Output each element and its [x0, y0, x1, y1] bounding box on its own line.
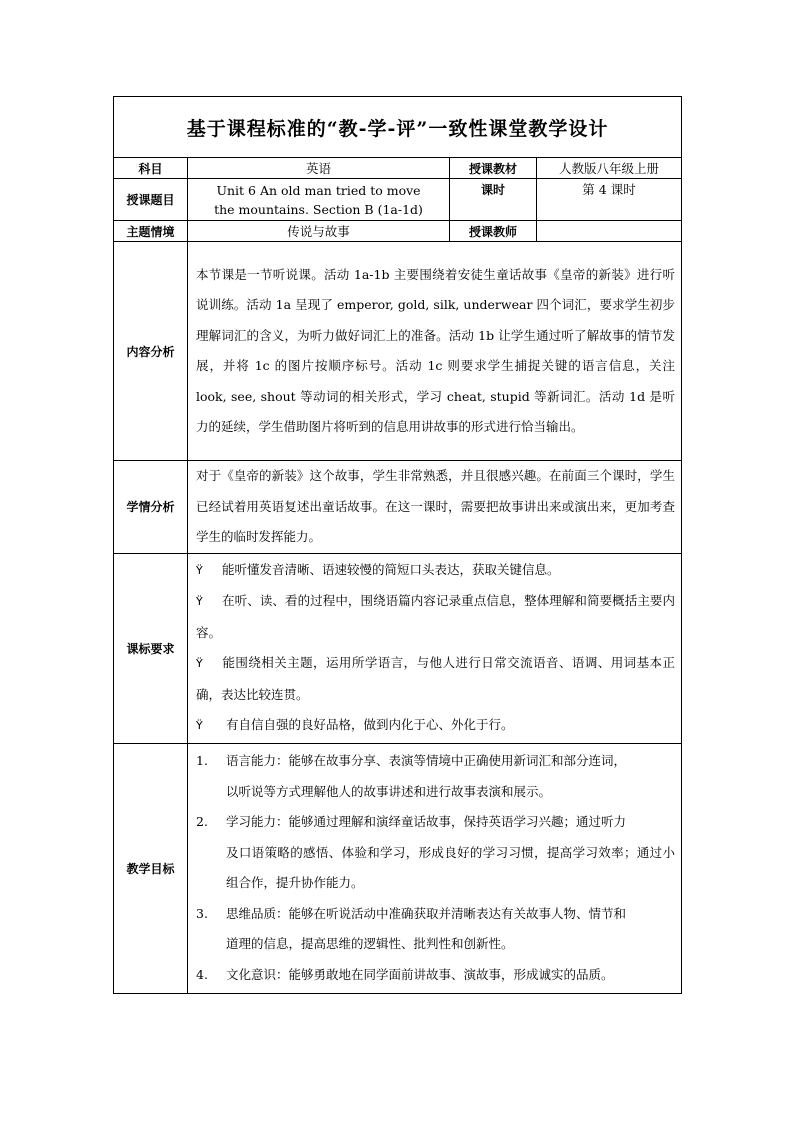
- objective-item: [196, 746, 675, 807]
- standards-item-text: 有自信自强的良好品格，做到内化于心、外化于行。: [222, 717, 514, 732]
- learner-analysis-label: 学情分析: [114, 461, 188, 554]
- theme-value: 传说与故事: [188, 221, 450, 242]
- standards-item-text: 能听懂发音清晰、语速较慢的简短口头表达，获取关键信息。: [222, 561, 560, 577]
- objective-text: 思维品质：能够在听说活动中准确获取并清晰表达有关故事人物、情节和: [226, 905, 627, 921]
- learner-analysis-paragraph: 对于《皇帝的新装》这个故事，学生非常熟悉，并且很感兴趣。在前面三个课时，学生已经试着用英语复述出童话故事。在这一课时，需要把故事讲出来或演出来，更加考查学生的临时发挥能力。: [196, 468, 676, 544]
- objective-number: 1.: [196, 753, 208, 768]
- content-analysis-label: 内容分析: [114, 242, 188, 461]
- bullet-icon: Ÿ: [196, 595, 203, 608]
- theme-label: 主题情境: [114, 221, 188, 242]
- objective-text: 学习能力：能够通过理解和演绎童话故事，保持英语学习兴趣；通过听力: [226, 814, 627, 829]
- standards-item-text: 在听、读、看的过程中，围绕语篇内容记录重点信息，整体理解和简要概括主要内容。: [196, 593, 676, 640]
- lesson-design-table: [113, 96, 682, 994]
- objective-text-continued: 以听说等方式理解他人的故事讲述和进行故事表演和展示。: [226, 783, 552, 799]
- standards-item: [196, 555, 675, 587]
- objective-number: 2.: [196, 814, 208, 829]
- topic-label: 授课题目: [114, 179, 188, 221]
- objective-item: [196, 807, 675, 899]
- subject-value: 英语: [188, 158, 450, 179]
- learner-analysis-text: [188, 461, 682, 554]
- textbook-value: 人教版八年级上册: [537, 158, 682, 179]
- subject-label: 科目: [114, 158, 188, 179]
- standards-label: 课标要求: [114, 553, 188, 743]
- standards-item-text: 能围绕相关主题，运用所学语言，与他人进行日常交流语音、语调、用词基本正确，表达比较连贯。: [196, 655, 676, 702]
- content-analysis-text: [188, 242, 682, 461]
- objectives-list: [188, 743, 682, 993]
- standards-item: [196, 586, 675, 648]
- topic-value: Unit 6 An old man tried to move the mountains. Section B (1a-1d): [188, 179, 450, 221]
- objective-item: [196, 899, 675, 960]
- period-value: 第 4 课时: [537, 179, 682, 221]
- objective-text-continued: 道理的信息，提高思维的逻辑性、批判性和创新性。: [226, 936, 514, 951]
- bullet-icon: Ÿ: [196, 657, 203, 670]
- bullet-icon: Ÿ: [196, 563, 203, 577]
- objective-text: 语言能力：能够在故事分享、表演等情境中正确使用新词汇和部分连词，: [226, 753, 627, 768]
- teacher-label: 授课教师: [450, 221, 537, 242]
- objectives-label: 教学目标: [114, 743, 188, 993]
- teacher-value: [537, 221, 682, 242]
- standards-item: [196, 710, 675, 742]
- content-analysis-paragraph: 本节课是一节听说课。活动 1a-1b 主要围绕着安徒生童话故事《皇帝的新装》进行听说训练。活动 1a 呈现了 emperor, gold, silk, underwear 四个词汇，要求学生初步理解词汇的含义，为听力做好词汇上的准备。活动 1b 让学生通过听了解故事的情节发展，并将 1c 的图片按顺序标号。活动 1c 则要求学生捕捉关键的语言信息，关注 look, see, shout 等动词的相关形式，学习 cheat, stupid 等新词汇。活动 1d 是听力的延续，学生借助图片将听到的信息用讲故事的形式进行恰当输出。: [196, 266, 676, 434]
- period-label: 课时: [450, 179, 537, 221]
- objective-item: [196, 960, 675, 991]
- bullet-icon: Ÿ: [196, 719, 203, 732]
- standards-list: [188, 553, 682, 743]
- objective-number: 3.: [196, 905, 208, 921]
- document-title: 基于课程标准的“教-学-评”一致性课堂教学设计: [114, 97, 682, 158]
- standards-item: [196, 648, 675, 710]
- objective-text: 文化意识：能够勇敢地在同学面前讲故事、演故事，形成诚实的品质。: [226, 966, 614, 982]
- objective-text-continued: 及口语策略的感悟、体验和学习，形成良好的学习习惯，提高学习效率；通过小组合作，提升协作能力。: [226, 844, 676, 890]
- objective-number: 4.: [196, 966, 208, 982]
- textbook-label: 授课教材: [450, 158, 537, 179]
